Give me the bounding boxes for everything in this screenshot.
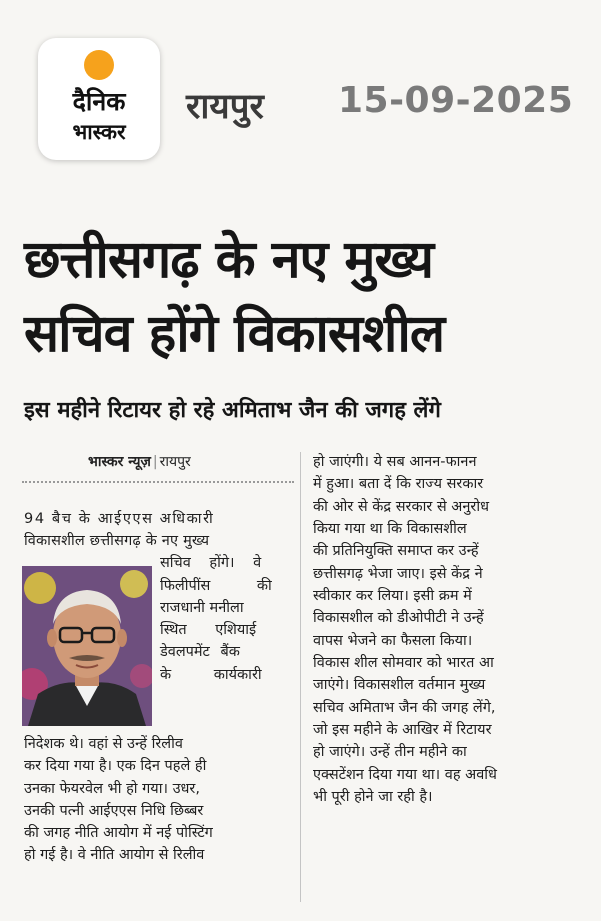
column-divider xyxy=(300,452,301,902)
body-line: के कार्यकारी xyxy=(160,667,262,683)
logo-text-line2: भास्कर xyxy=(72,120,126,144)
body-line: विकासशील को डीओपीटी ने उन्हें xyxy=(313,610,484,626)
byline-divider xyxy=(22,481,294,483)
subheadline: इस महीने रिटायर हो रहे अमिताभ जैन की जगह लेंगे xyxy=(24,398,441,423)
body-line: किया गया था कि विकासशील xyxy=(313,521,467,537)
body-line: जाएंगे। विकासशील वर्तमान मुख्य xyxy=(313,677,486,693)
body-line: कर दिया गया है। एक दिन पहले ही xyxy=(24,758,207,774)
body-line: की ओर से केंद्र सरकार से अनुरोध xyxy=(313,499,490,515)
edition-city: रायपुर xyxy=(186,87,264,127)
body-line: छत्तीसगढ़ भेजा जाए। इसे केंद्र ने xyxy=(313,566,483,582)
body-line: सचिव अमिताभ जैन की जगह लेंगे, xyxy=(313,700,496,716)
byline-place: रायपुर xyxy=(159,454,191,470)
body-line: भी पूरी होने जा रही है। xyxy=(313,789,433,805)
byline-separator: | xyxy=(152,454,158,470)
sun-icon xyxy=(84,50,114,80)
headline-line-2: सचिव होंगे विकासशील xyxy=(24,304,445,364)
body-line: उनका फेयरवेल भी हो गया। उधर, xyxy=(24,781,200,797)
logo-text-line1: दैनिक xyxy=(72,87,126,116)
body-line: डेवलपमेंट बैंक xyxy=(160,644,240,660)
body-line: निदेशक थे। वहां से उन्हें रिलीव xyxy=(24,736,183,752)
body-line: की प्रतिनियुक्ति समाप्त कर उन्हें xyxy=(313,543,479,559)
body-line: स्थित एशियाई xyxy=(160,622,257,638)
portrait-illustration xyxy=(22,566,152,726)
byline-agency: भास्कर न्यूज़ xyxy=(88,454,151,470)
edition-date: 15-09-2025 xyxy=(338,80,574,121)
body-line: हो गई है। वे नीति आयोग से रिलीव xyxy=(24,847,205,863)
body-line: फिलीपींस की xyxy=(160,578,272,594)
official-portrait-photo xyxy=(22,566,152,726)
body-line: की जगह नीति आयोग में नई पोस्टिंग xyxy=(24,825,213,841)
body-line: में हुआ। बता दें कि राज्य सरकार xyxy=(313,476,484,492)
body-line: हो जाएंगी। ये सब आनन-फानन xyxy=(313,454,477,470)
dainik-bhaskar-logo xyxy=(38,38,160,160)
body-line: जो इस महीने के आखिर में रिटायर xyxy=(313,722,492,738)
body-line: 94 बैच के आईएएस अधिकारी xyxy=(24,511,215,527)
body-line: सचिव होंगे। वे xyxy=(160,555,262,571)
headline-line-1: छत्तीसगढ़ के नए मुख्य xyxy=(24,230,434,290)
body-line: वापस भेजने का फैसला किया। xyxy=(313,633,473,649)
body-line: एक्सटेंशन दिया गया था। वह अवधि xyxy=(313,767,497,783)
body-line: विकासशील छत्तीसगढ़ के नए मुख्य xyxy=(24,533,210,549)
body-line: स्वीकार कर लिया। इसी क्रम में xyxy=(313,588,472,604)
body-line: उनकी पत्नी आईएएस निधि छिब्बर xyxy=(24,803,204,819)
body-line: विकास शील सोमवार को भारत आ xyxy=(313,655,494,671)
body-line: राजधानी मनीला xyxy=(160,600,244,616)
body-line: हो जाएंगे। उन्हें तीन महीने का xyxy=(313,744,467,760)
byline xyxy=(88,452,191,471)
